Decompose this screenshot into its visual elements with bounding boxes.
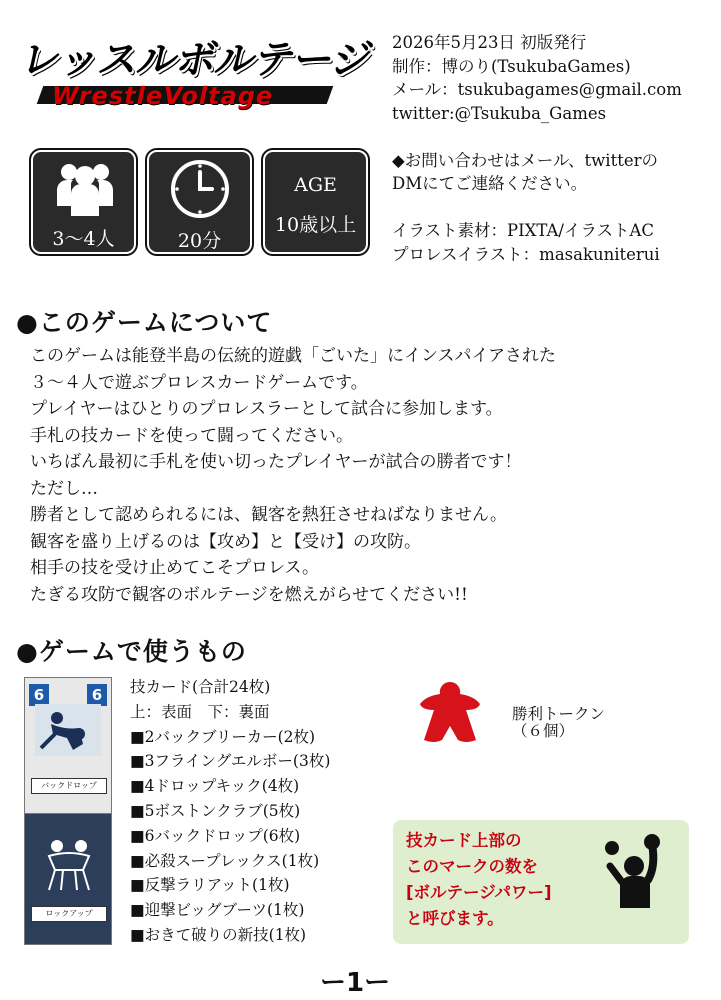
- note-line: 技カード上部の: [406, 831, 522, 850]
- list-item: ■必殺スープレックス(1枚): [130, 851, 320, 870]
- age-box: [263, 150, 368, 254]
- age-top-label: AGE: [294, 174, 337, 196]
- players-label: 3～4人: [52, 228, 115, 250]
- about-line: たぎる攻防で観客のボルテージを燃えがらせてください!!: [30, 584, 468, 605]
- list-item: ■おきて破りの新技(1枚): [130, 925, 307, 944]
- list-item: 技カード(合計24枚): [130, 678, 271, 696]
- note-line: [ボルテージパワー]: [406, 883, 552, 902]
- list-item: 上：表面 下：裏面: [130, 702, 270, 721]
- about-line: 勝者として認められるには、観客を熱狂させねばなりません。: [30, 505, 508, 525]
- time-box: [147, 150, 252, 254]
- list-item: ■4ドロップキック(4枚): [130, 777, 300, 796]
- list-item: ■5ボストンクラブ(5枚): [130, 801, 301, 820]
- info-date: 2026年5月23日 初版発行: [392, 33, 587, 52]
- note-line: と呼びます。: [406, 909, 504, 928]
- card-front-name: バックドロップ: [31, 778, 107, 794]
- info-twitter: twitter:@Tsukuba_Games: [392, 103, 607, 123]
- list-item: ■6バックドロップ(6枚): [130, 826, 301, 845]
- lockup-illustration-icon: [39, 836, 99, 892]
- token-count: （６個）: [512, 722, 575, 740]
- info-author: 制作：博のり(TsukubaGames): [392, 56, 631, 76]
- info-illust-credit: イラスト素材：PIXTA/イラストAC: [392, 221, 654, 240]
- meeple-token-icon: [418, 680, 482, 746]
- people-icon: [55, 160, 115, 218]
- info-wrestle-credit: プロレスイラスト：masakuniterui: [392, 244, 660, 264]
- card-back-image: [24, 813, 112, 945]
- list-item: ■反撃ラリアット(1枚): [130, 876, 290, 895]
- about-line: 観客を盛り上げるのは【攻め】と【受け】の攻防。: [30, 531, 421, 552]
- info-contact-1: ◆お問い合わせはメール、twitterの: [392, 150, 658, 170]
- info-contact-2: DMにてご連絡ください。: [392, 174, 588, 193]
- about-line: いちばん最初に手札を使い切ったプレイヤーが試合の勝者です！: [30, 452, 522, 472]
- about-body: [30, 343, 556, 608]
- about-line: 手札の技カードを使って闘ってください。: [30, 425, 353, 446]
- about-line: このゲームは能登半島の伝統的遊戯「ごいた」にインスパイアされた: [30, 346, 556, 366]
- card-back-name: ロックアップ: [31, 906, 107, 922]
- card-number-left: 6: [29, 684, 49, 706]
- age-bottom-label: 10歳以上: [274, 214, 357, 236]
- components-heading: ●ゲームで使うもの: [16, 637, 247, 666]
- players-box: [31, 150, 136, 254]
- wrestler-illustration-icon: [35, 704, 101, 756]
- about-heading: ●このゲームについて: [16, 308, 273, 337]
- publication-info: [392, 31, 682, 266]
- logo-title: レッスルボルテージ: [16, 37, 376, 83]
- list-item: ■迎撃ビッグブーツ(1枚): [130, 901, 305, 920]
- about-line: 相手の技を受け止めてこそプロレス。: [30, 558, 319, 578]
- token-name: 勝利トークン: [512, 705, 606, 723]
- time-label: 20分: [177, 230, 222, 252]
- about-line: ３～４人で遊ぶプロレスカードゲームです。: [30, 372, 368, 393]
- clock-icon: [169, 158, 231, 220]
- raised-fist-icon: [600, 830, 670, 910]
- token-label: [512, 706, 605, 740]
- logo-subtitle: WrestleVoltage: [49, 82, 277, 110]
- list-item: ■2バックブリーカー(2枚): [130, 727, 316, 746]
- note-line: このマークの数を: [406, 857, 538, 876]
- components-list: [130, 675, 330, 948]
- about-line: プレイヤーはひとりのプロレスラーとして試合に参加します。: [30, 399, 503, 419]
- page-number: ー1ー: [320, 968, 391, 998]
- info-email: メール：tsukubagames@gmail.com: [392, 80, 682, 99]
- card-number-right: 6: [87, 684, 107, 706]
- list-item: ■3フライングエルボー(3枚): [130, 752, 331, 771]
- about-line: ただし…: [30, 478, 98, 499]
